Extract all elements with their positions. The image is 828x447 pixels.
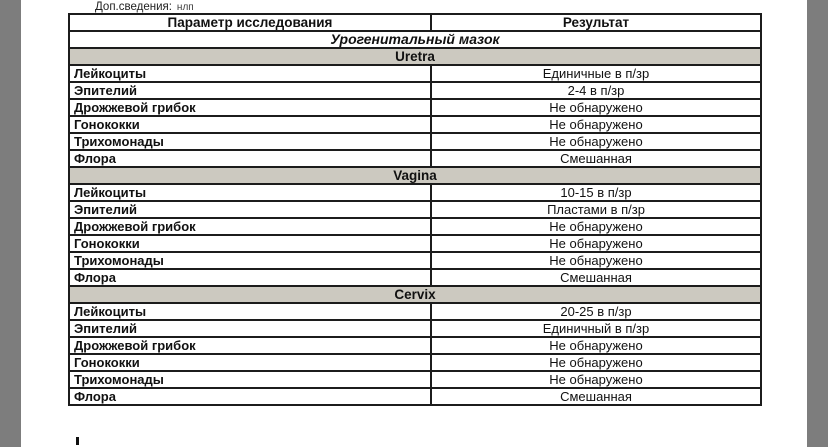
result-cell: Не обнаружено — [431, 252, 761, 269]
table-row — [69, 82, 761, 99]
table-row — [69, 65, 761, 82]
table-row — [69, 184, 761, 201]
parameter-cell: Флора — [69, 150, 431, 167]
result-cell: Единичный в п/зр — [431, 320, 761, 337]
result-cell: Не обнаружено — [431, 218, 761, 235]
parameter-cell: Трихомонады — [69, 252, 431, 269]
section-header-row — [69, 48, 761, 65]
parameter-cell: Трихомонады — [69, 371, 431, 388]
result-cell: Не обнаружено — [431, 354, 761, 371]
result-cell: Смешанная — [431, 150, 761, 167]
parameter-cell: Гонококки — [69, 116, 431, 133]
table-row — [69, 320, 761, 337]
table-row — [69, 303, 761, 320]
parameter-cell: Лейкоциты — [69, 303, 431, 320]
result-cell: 10-15 в п/зр — [431, 184, 761, 201]
table-row — [69, 99, 761, 116]
table-row — [69, 218, 761, 235]
group-title-row — [69, 31, 761, 48]
parameter-cell: Дрожжевой грибок — [69, 337, 431, 354]
parameter-cell: Эпителий — [69, 201, 431, 218]
result-cell: 20-25 в п/зр — [431, 303, 761, 320]
parameter-cell: Эпителий — [69, 82, 431, 99]
parameter-cell: Флора — [69, 269, 431, 286]
result-cell: Смешанная — [431, 269, 761, 286]
additional-info-label: Доп.сведения: — [95, 1, 172, 13]
lab-results-table — [68, 13, 762, 406]
table-row — [69, 269, 761, 286]
result-cell: Не обнаружено — [431, 337, 761, 354]
result-cell: Не обнаружено — [431, 133, 761, 150]
table-row — [69, 150, 761, 167]
table-row — [69, 337, 761, 354]
result-cell: Пластами в п/зр — [431, 201, 761, 218]
parameter-cell: Дрожжевой грибок — [69, 99, 431, 116]
result-cell: Не обнаружено — [431, 99, 761, 116]
result-cell: Не обнаружено — [431, 116, 761, 133]
viewer-gutter-left — [0, 0, 21, 447]
table-header-row — [69, 14, 761, 31]
group-title: Урогенитальный мазок — [69, 31, 761, 48]
section-header-row — [69, 167, 761, 184]
table-row — [69, 354, 761, 371]
table-row — [69, 388, 761, 405]
section-header-cervix: Cervix — [69, 286, 761, 303]
result-cell: Не обнаружено — [431, 371, 761, 388]
result-cell: 2-4 в п/зр — [431, 82, 761, 99]
section-header-row — [69, 286, 761, 303]
parameter-cell: Гонококки — [69, 235, 431, 252]
parameter-cell: Лейкоциты — [69, 184, 431, 201]
table-row — [69, 116, 761, 133]
result-cell: Единичные в п/зр — [431, 65, 761, 82]
viewer-gutter-right — [807, 0, 828, 447]
table-row — [69, 133, 761, 150]
section-header-uretra: Uretra — [69, 48, 761, 65]
parameter-cell: Трихомонады — [69, 133, 431, 150]
parameter-cell: Гонококки — [69, 354, 431, 371]
table-row — [69, 252, 761, 269]
clipped-next-line-character — [76, 437, 79, 445]
parameter-cell: Лейкоциты — [69, 65, 431, 82]
parameter-cell: Флора — [69, 388, 431, 405]
table-row — [69, 201, 761, 218]
section-header-vagina: Vagina — [69, 167, 761, 184]
column-header-parameter: Параметр исследования — [69, 14, 431, 31]
table-row — [69, 235, 761, 252]
parameter-cell: Дрожжевой грибок — [69, 218, 431, 235]
table-row — [69, 371, 761, 388]
result-cell: Не обнаружено — [431, 235, 761, 252]
parameter-cell: Эпителий — [69, 320, 431, 337]
column-header-result: Результат — [431, 14, 761, 31]
result-cell: Смешанная — [431, 388, 761, 405]
additional-info-value: нлп — [176, 2, 194, 13]
